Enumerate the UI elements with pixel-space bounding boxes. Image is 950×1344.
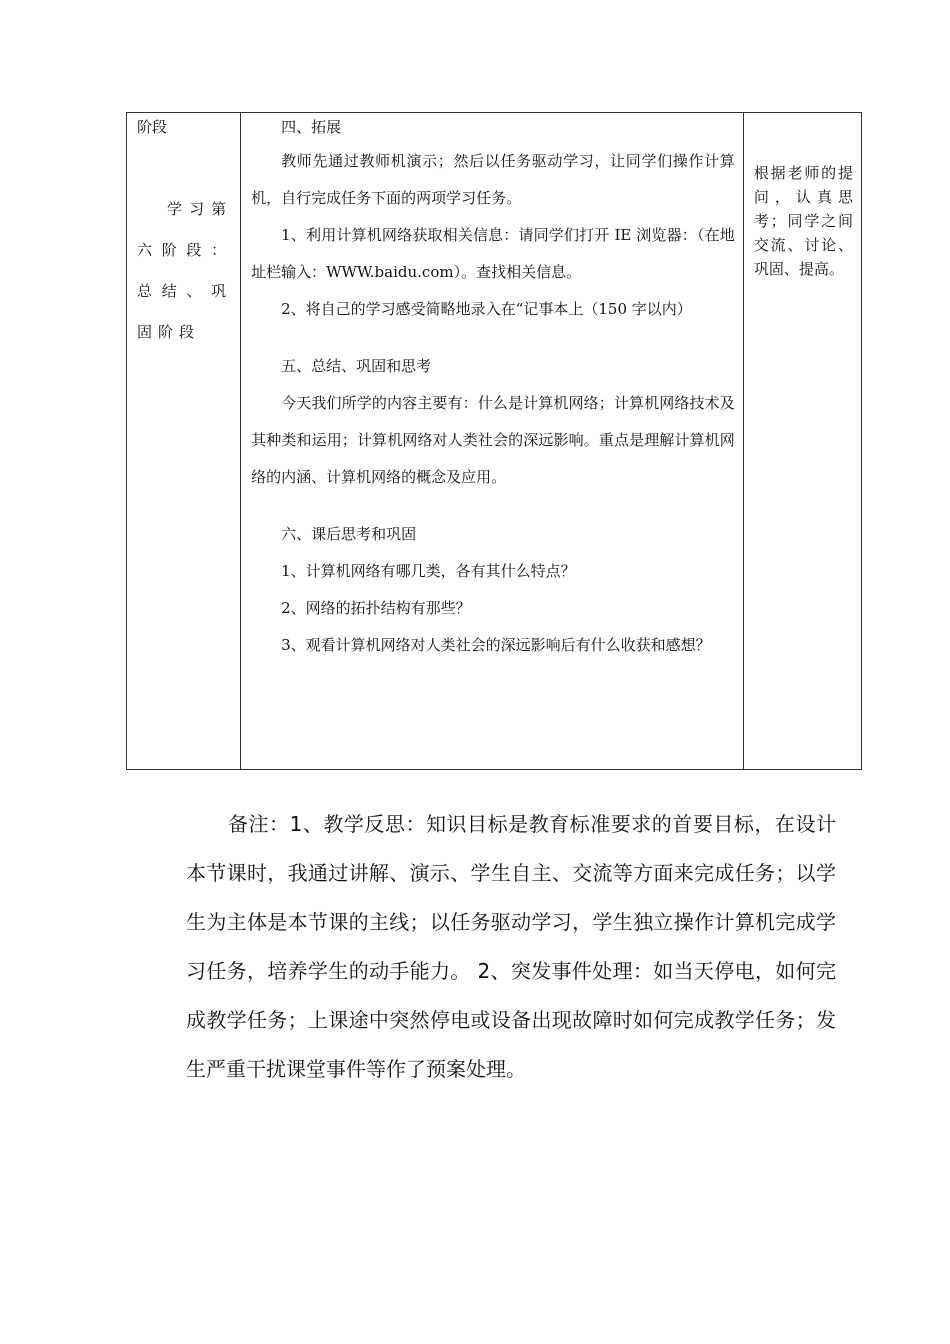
stage-label-text: 学习第六阶段：总结、巩固阶段: [137, 200, 233, 341]
table-row: [127, 113, 862, 770]
section6-title: 六、课后思考和巩固: [281, 525, 417, 543]
section5-body: 今天我们所学的内容主要有：什么是计算机网络；计算机网络技术及其种类和运用；计算机网络对人类社会的深远影响。重点是理解计算机网络的内涵、计算机网络的概念及应用。: [251, 394, 735, 486]
task-1: 1、利用计算机网络获取相关信息：请同学们打开 IE 浏览器：（在地址栏输入：WWW.baidu.com）。查找相关信息。: [251, 226, 735, 281]
stage-cell: [127, 113, 241, 770]
section4-title: 四、拓展: [281, 118, 342, 136]
remarks-paragraph: 备注：1、教学反思：知识目标是教育标准要求的首要目标，在设计本节课时，我通过讲解、演示、学生自主、交流等方面来完成任务；以学生为主体是本节课的主线；以任务驱动学习，学生独立操作计算机完成学习任务，培养学生的动手能力。 2、突发事件处理：如当天停电，如何完成教学任务；上课途中突然停电或设备出现故障时如何完成教学任务；发生严重干扰课堂事件等作了预案处理。: [186, 812, 836, 1081]
content-cell: [241, 113, 744, 770]
stage-first-line: 阶段: [137, 118, 168, 136]
section4-intro: 教师先通过教师机演示；然后以任务驱动学习，让同学们操作计算机，自行完成任务下面的两项学习任务。: [251, 152, 735, 207]
question-1: 1、计算机网络有哪几类，各有其什么特点？: [281, 562, 576, 580]
student-activity-text: 根据老师的提问，认真思考；同学之间交流、讨论、巩固、提高。: [753, 164, 853, 278]
stage-label: [137, 153, 232, 353]
question-2: 2、网络的拓扑结构有那些？: [281, 599, 471, 617]
question-3: 3、观看计算机网络对人类社会的深远影响后有什么收获和感想？: [281, 636, 711, 654]
lesson-plan-table: [126, 112, 862, 770]
section5-title: 五、总结、巩固和思考: [281, 357, 432, 375]
student-activity-cell: [743, 113, 861, 770]
task-2: 2、将自己的学习感受简略地录入在“记事本上（150 字以内）: [281, 300, 692, 318]
